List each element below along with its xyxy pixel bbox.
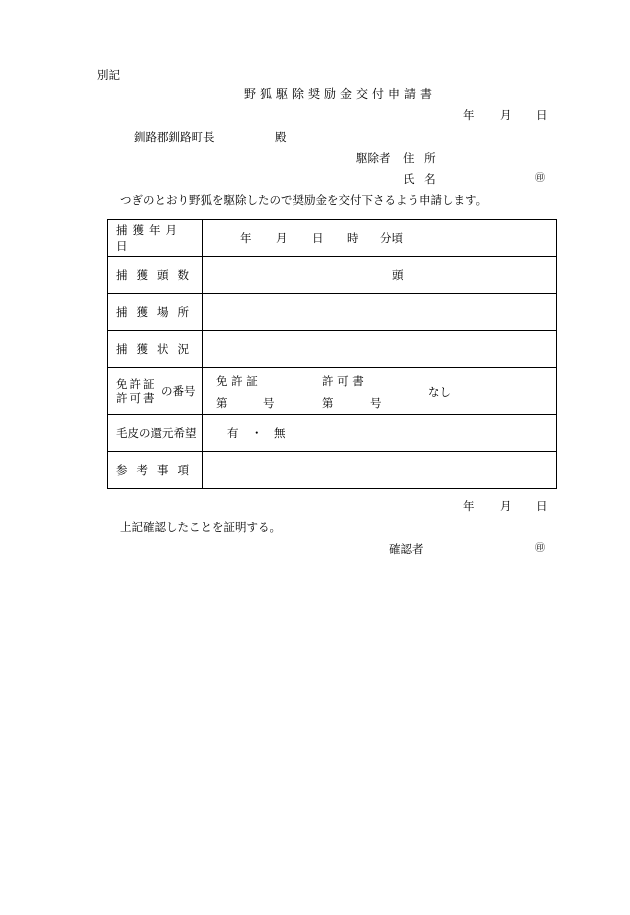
capture-place-label: 捕獲場所 (116, 305, 198, 319)
applicant-name-label: 氏 名 (403, 172, 439, 186)
capture-datetime-cell[interactable] (203, 220, 557, 257)
date-month-unit: 月 (500, 108, 512, 122)
capture-datetime-label (108, 222, 202, 254)
pelt-return-no[interactable]: 無 (274, 426, 286, 440)
capture-place-cell[interactable] (203, 294, 557, 331)
capture-count-label: 捕獲頭数 (116, 268, 198, 282)
date-day-unit: 日 (536, 108, 548, 122)
cert-date-month-unit: 月 (500, 499, 512, 513)
pelt-return-yes[interactable]: 有 (227, 426, 239, 440)
applicant-seal-mark: ㊞ (535, 173, 545, 184)
certification-text: 上記確認したことを証明する。 (120, 520, 281, 534)
row-capture-count (108, 257, 557, 294)
row-pelt-return (108, 415, 557, 452)
applicant-address-label: 住 所 (403, 151, 439, 165)
capture-month-unit: 月 (276, 231, 288, 245)
annex-label: 別記 (97, 68, 120, 82)
capture-count-cell[interactable] (203, 257, 557, 294)
honorific: 殿 (275, 130, 287, 144)
license-number-cell[interactable] (203, 368, 557, 415)
permit-number-prefix: 第 (322, 396, 334, 410)
license-number-suffix: 号 (263, 396, 275, 410)
row-license-number (108, 368, 557, 415)
applicant-role-label: 駆除者 (356, 151, 391, 165)
request-text: つぎのとおり野狐を駆除したので奨励金を交付下さるよう申請します。 (120, 193, 488, 207)
row-remarks (108, 452, 557, 489)
capture-year-unit: 年 (240, 231, 252, 245)
capture-hour-unit: 時 (347, 231, 359, 245)
permit-number-suffix: 号 (370, 396, 382, 410)
page-title: 野狐駆除奨励金交付申請書 (244, 87, 437, 101)
capture-datetime-label-text: 捕獲年月日 (116, 223, 182, 253)
permit-type-label: 許 可 書 (322, 374, 364, 388)
license-label-suffix: の番号 (161, 384, 196, 398)
capture-situation-label: 捕獲状況 (116, 342, 198, 356)
application-table (107, 219, 557, 489)
license-number-prefix: 第 (216, 396, 228, 410)
pelt-return-cell[interactable] (203, 415, 557, 452)
license-type-label: 免 許 証 (216, 374, 258, 388)
confirmer-seal-mark: ㊞ (535, 543, 545, 554)
remarks-cell[interactable] (203, 452, 557, 489)
pelt-return-label: 毛皮の還元希望 (116, 426, 197, 440)
license-label-bottom: 許可書 (116, 391, 157, 405)
capture-count-unit: 頭 (392, 268, 404, 282)
remarks-label: 参考事項 (116, 463, 198, 477)
recipient: 釧路郡釧路町長 (134, 130, 215, 144)
confirmer-label: 確認者 (389, 542, 424, 556)
capture-day-unit: 日 (312, 231, 324, 245)
capture-minute-unit: 分頃 (380, 231, 403, 245)
date-year-unit: 年 (463, 108, 475, 122)
license-label-top: 免許証 (116, 377, 157, 391)
row-capture-place (108, 294, 557, 331)
cert-date-year-unit: 年 (463, 499, 475, 513)
cert-date-day-unit: 日 (536, 499, 548, 513)
row-capture-datetime (108, 220, 557, 257)
license-none-label: なし (428, 385, 451, 399)
pelt-return-separator: ・ (251, 426, 263, 440)
row-capture-situation (108, 331, 557, 368)
capture-situation-cell[interactable] (203, 331, 557, 368)
